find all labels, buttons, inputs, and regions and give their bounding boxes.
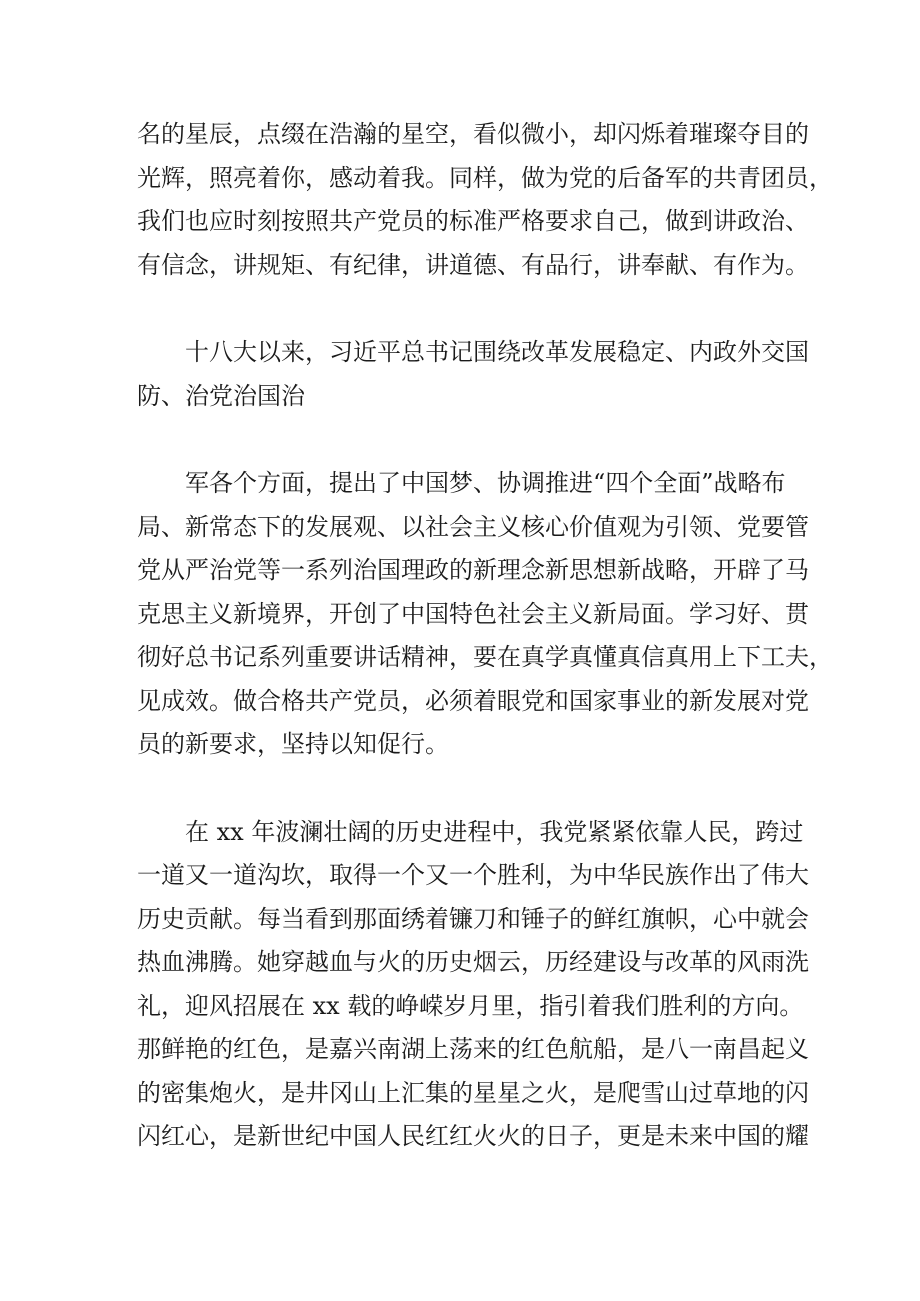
paragraph-4 [137, 811, 809, 1159]
paragraph-2 [137, 331, 809, 418]
text-line: 我们也应时刻按照共产党员的标准严格要求自己，做到讲政治、 [137, 207, 809, 235]
text-line: 克思主义新境界，开创了中国特色社会主义新局面。学习好、贯 [137, 599, 809, 628]
text-line: 十八大以来，习近平总书记围绕改革发展稳定、内政外交国 [185, 338, 809, 366]
text-line: 的密集炮火，是井冈山上汇集的星星之火，是爬雪山过草地的闪 [137, 1078, 809, 1107]
text-line: 彻好总书记系列重要讲话精神，要在真学真懂真信真用上下工夫， [137, 643, 833, 671]
text-line: 光辉，照亮着你，感动着我。同样，做为党的后备军的共青团员， [137, 163, 833, 192]
text-line: 闪红心，是新世纪中国人民红红火火的日子，更是未来中国的耀 [137, 1122, 809, 1150]
text-line: 热血沸腾。她穿越血与火的历史烟云，历经建设与改革的风雨洗 [137, 948, 809, 976]
document-page [137, 113, 833, 1159]
text-line: 历史贡献。每当看到那面绣着镰刀和锤子的鲜红旗帜，心中就会 [137, 904, 809, 933]
text-line: 在 xx 年波澜壮阔的历史进程中，我党紧紧依靠人民，跨过 [185, 817, 804, 846]
paragraph-1 [137, 113, 833, 287]
text-line: 名的星辰，点缀在浩瀚的星空，看似微小，却闪烁着璀璨夺目的 [137, 120, 809, 148]
text-line: 党从严治党等一系列治国理政的新理念新思想新战略，开辟了马 [137, 556, 809, 584]
text-line: 有信念，讲规矩、有纪律，讲道德、有品行，讲奉献、有作为。 [137, 250, 809, 279]
text-line: 一道又一道沟坎，取得一个又一个胜利，为中华民族作出了伟大 [137, 861, 809, 889]
text-line: 防、治党治国治 [137, 381, 305, 410]
text-line: 见成效。做合格共产党员，必须着眼党和国家事业的新发展对党 [137, 686, 809, 715]
text-line: 礼，迎风招展在 xx 载的峥嵘岁月里，指引着我们胜利的方向。 [137, 991, 804, 1020]
paragraph-3 [137, 462, 833, 767]
text-line: 局、新常态下的发展观、以社会主义核心价值观为引领、党要管 [137, 512, 809, 541]
text-line: 员的新要求，坚持以知促行。 [137, 730, 449, 758]
text-line: 军各个方面，提出了中国梦、协调推进“四个全面”战略布 [185, 469, 786, 497]
text-line: 那鲜艳的红色，是嘉兴南湖上荡来的红色航船，是八一南昌起义 [137, 1035, 809, 1063]
